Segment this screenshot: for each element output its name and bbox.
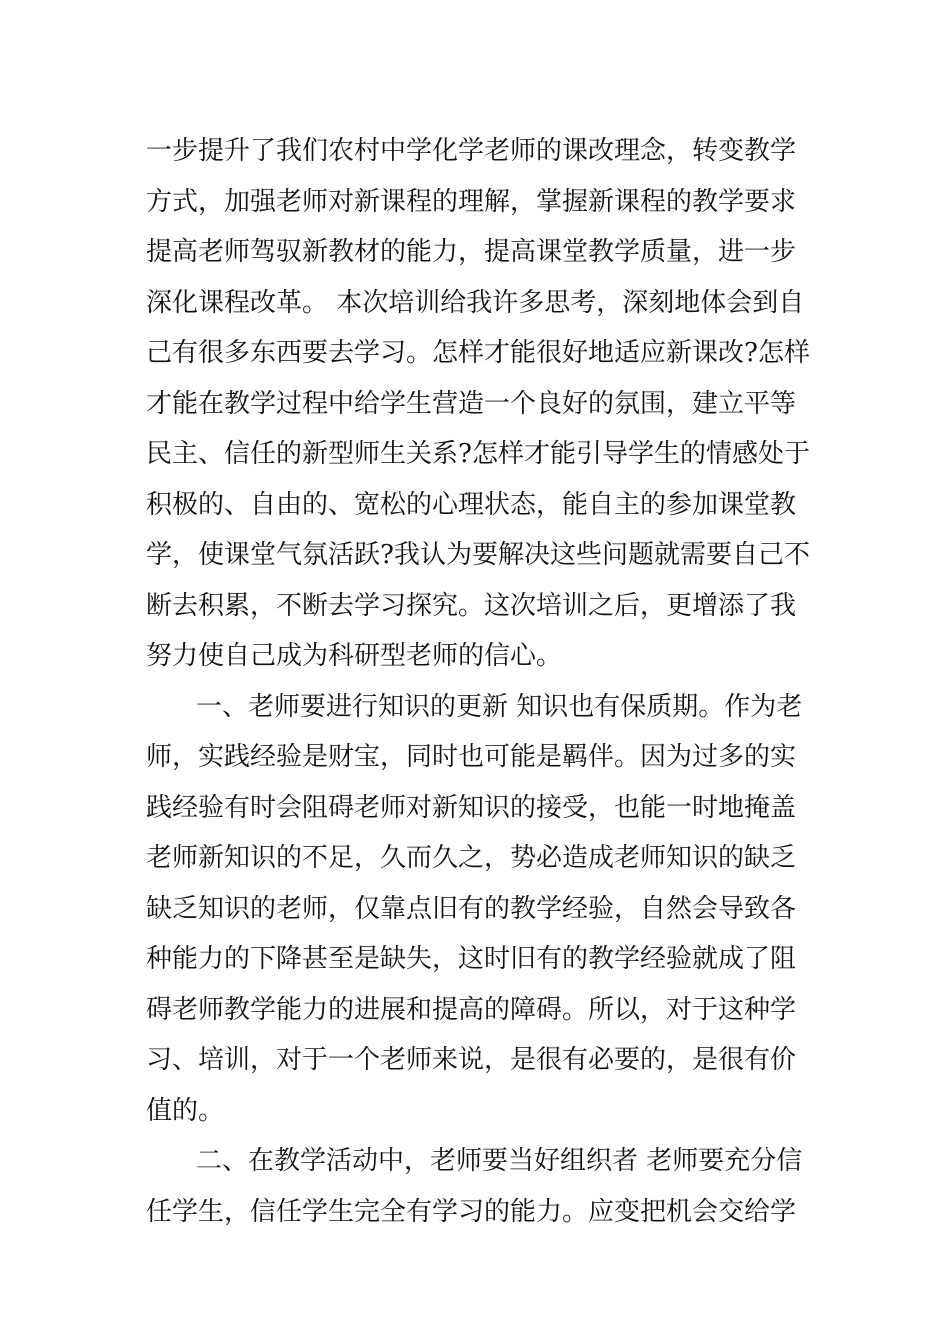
text-line: 积极的、自由的、宽松的心理状态，能自主的参加课堂教 (146, 489, 797, 520)
paragraph-heading-line: 一、老师要进行知识的更新 知识也有保质期。作为老 (196, 691, 803, 722)
text-line: 才能在教学过程中给学生营造一个良好的氛围，建立平等 (146, 388, 797, 419)
text-line: 深化课程改革。 本次培训给我许多思考，深刻地体会到自 (146, 287, 805, 318)
text-line: 学，使课堂气氛活跃?我认为要解决这些问题就需要自己不 (146, 540, 810, 570)
text-line: 师，实践经验是财宝，同时也可能是羁伴。因为过多的实 (146, 742, 797, 772)
document-body (146, 126, 826, 1237)
text-line: 践经验有时会阻碍老师对新知识的接受，也能一时地掩盖 (146, 792, 797, 823)
text-line: 方式，加强老师对新课程的理解，掌握新课程的教学要求 (146, 186, 797, 217)
text-line: 己有很多东西要去学习。怎样才能很好地适应新课改?怎样 (146, 338, 810, 368)
text-line: 任学生，信任学生完全有学习的能力。应变把机会交给学 (146, 1196, 797, 1227)
text-line: 碍老师教学能力的进展和提高的障碍。所以，对于这种学 (146, 994, 797, 1025)
text-line: 民主、信任的新型师生关系?怎样才能引导学生的情感处于 (146, 439, 810, 469)
text-line: 提高老师驾驭新教材的能力，提高课堂教学质量，进一步 (146, 237, 797, 267)
text-line: 努力使自己成为科研型老师的信心。 (146, 641, 563, 671)
paragraph-heading-line: 二、在教学活动中，老师要当好组织者 老师要充分信 (196, 1146, 803, 1176)
text-line: 老师新知识的不足，久而久之，势必造成老师知识的缺乏 (146, 843, 797, 873)
text-line: 缺乏知识的老师，仅靠点旧有的教学经验，自然会导致各 (146, 893, 797, 924)
text-line: 一步提升了我们农村中学化学老师的课改理念，转变教学 (146, 136, 797, 166)
text-line: 值的。 (146, 1095, 225, 1126)
text-line: 种能力的下降甚至是缺失，这时旧有的教学经验就成了阻 (146, 944, 797, 974)
text-line: 习、培训，对于一个老师来说，是很有必要的，是很有价 (146, 1045, 797, 1075)
text-line: 断去积累，不断去学习探究。这次培训之后，更增添了我 (146, 590, 797, 621)
